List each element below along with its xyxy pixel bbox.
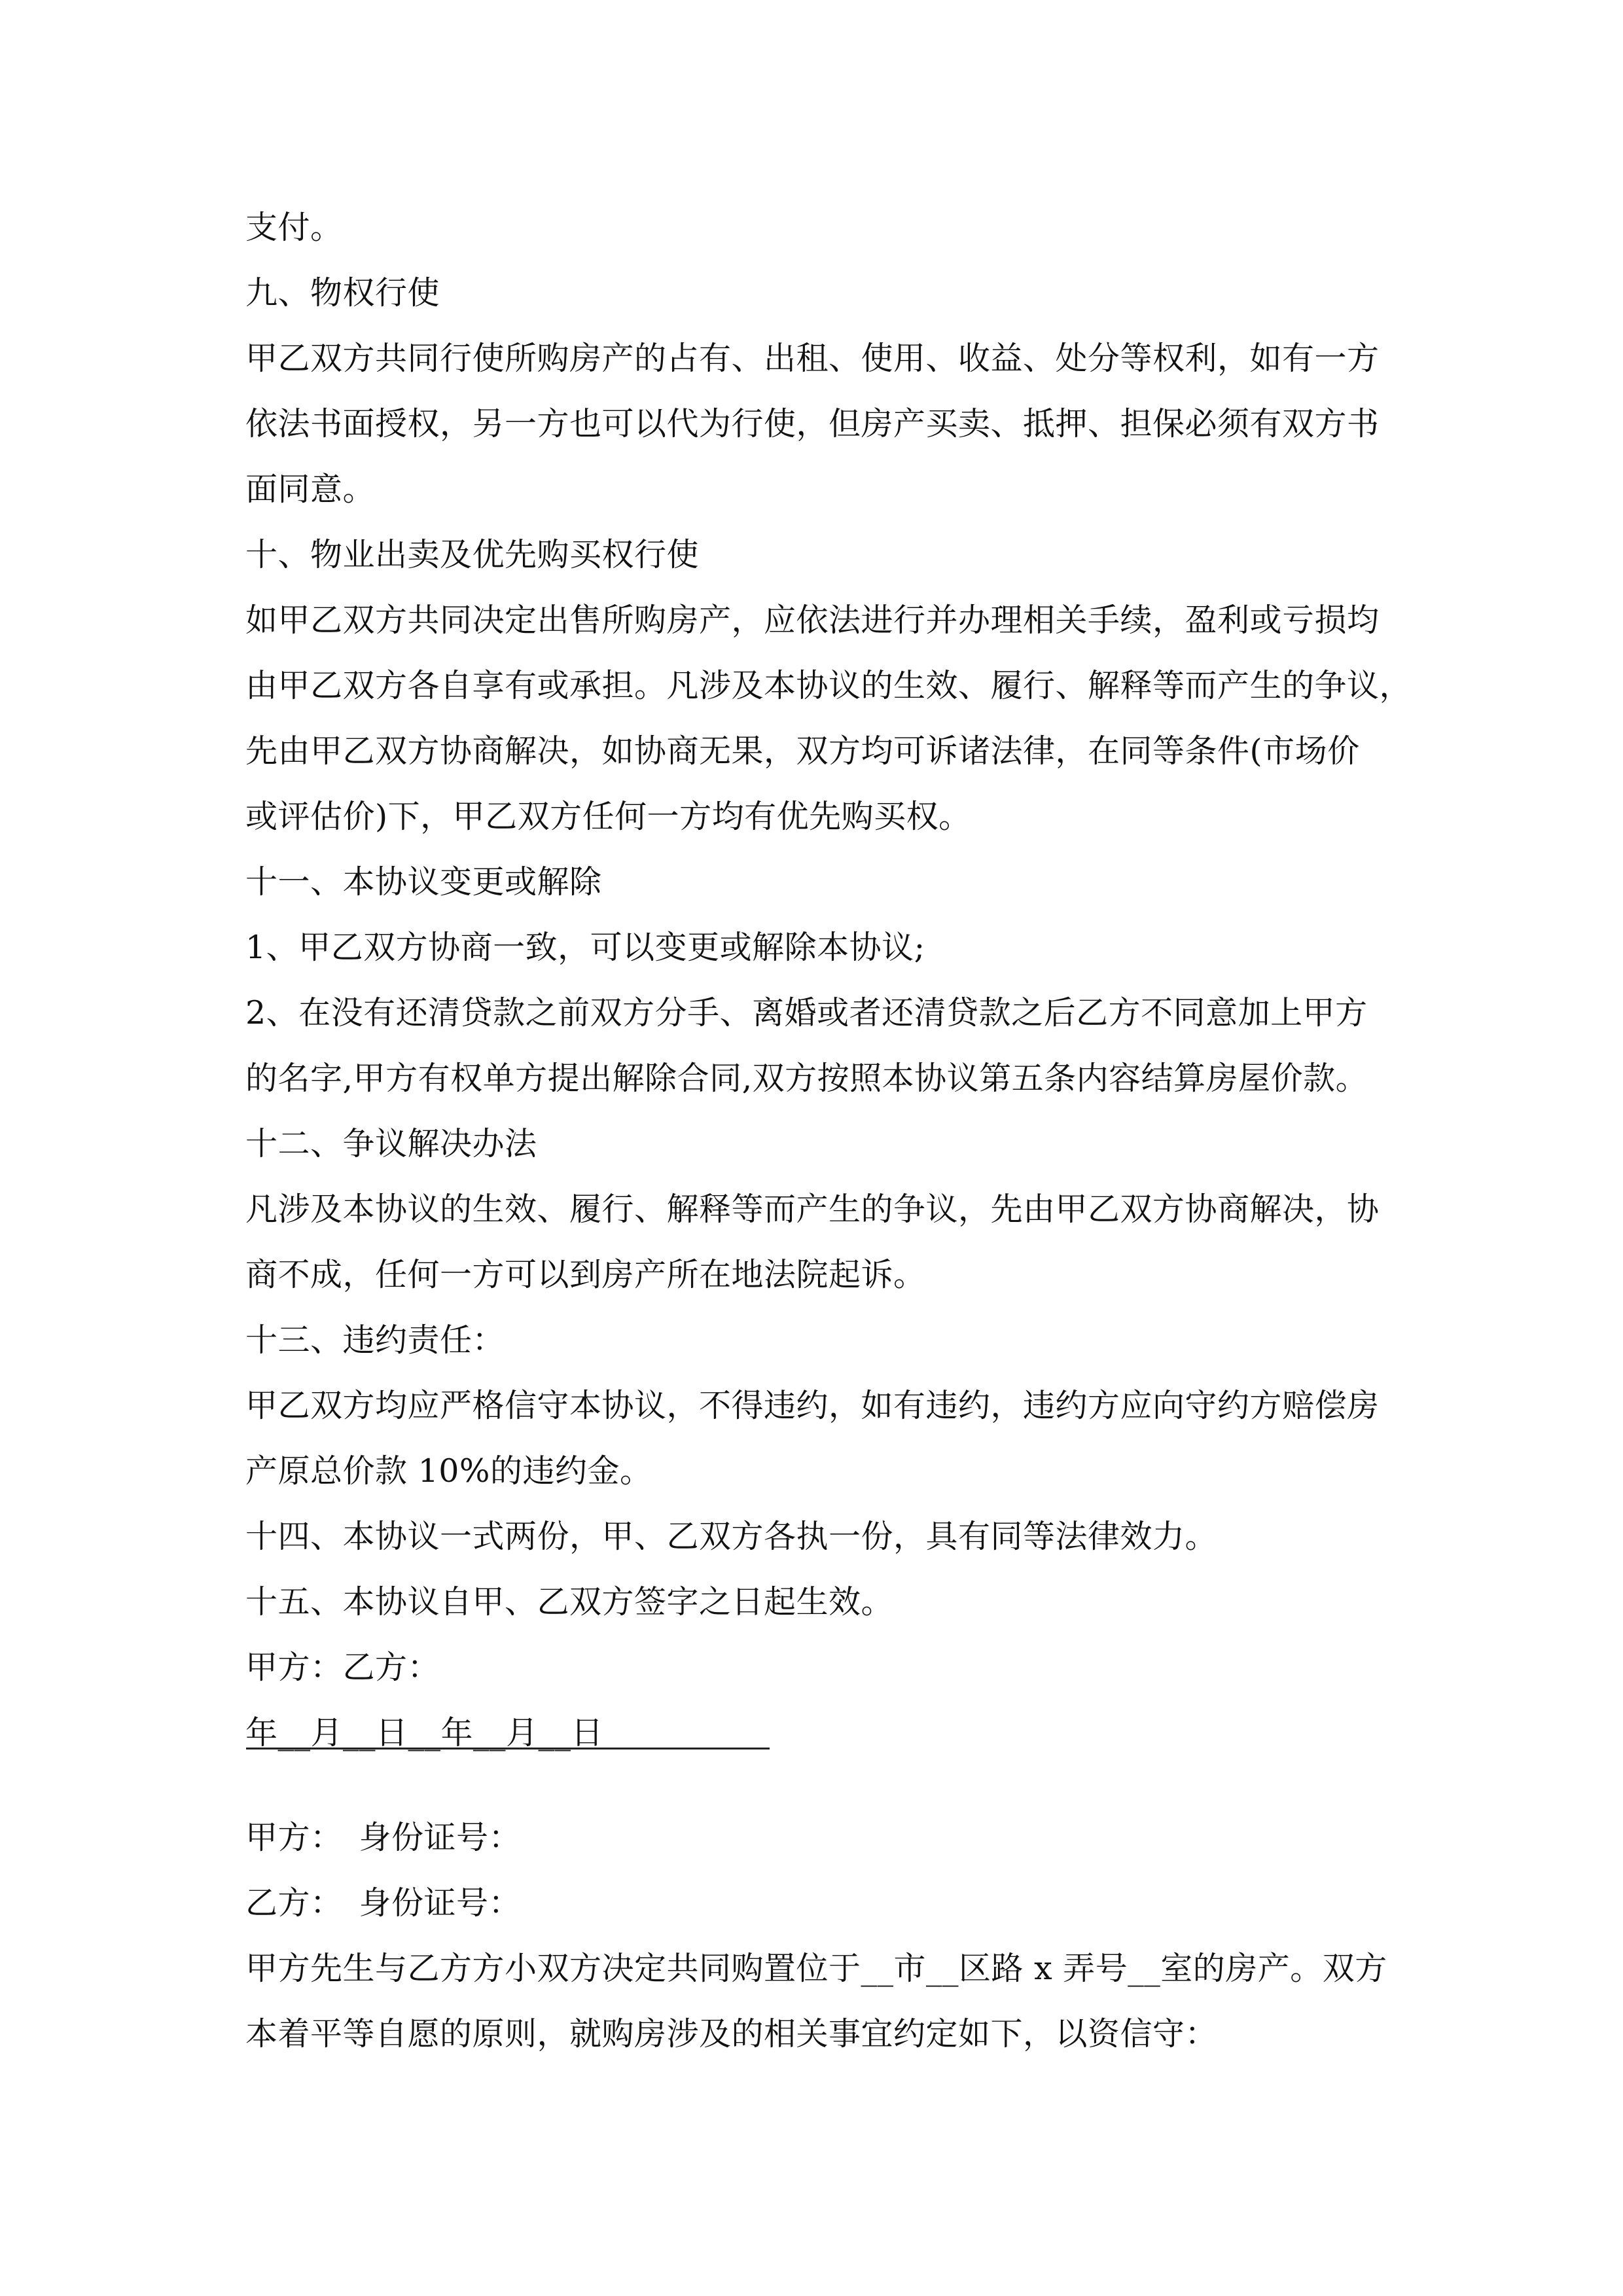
text-line: 先由甲乙双方协商解决，如协商无果，双方均可诉诸法律，在同等条件(市场价 [245, 732, 1360, 770]
text-line: 十五、本协议自甲、乙双方签字之日起生效。 [245, 1583, 894, 1621]
text-line: 由甲乙双方各自享有或承担。凡涉及本协议的生效、履行、解释等而产生的争议， [245, 667, 1412, 704]
text-line: 甲方先生与乙方方小双方决定共同购置位于__市__区路 x 弄号__室的房产。双方 [245, 1950, 1387, 1987]
text-line: 1、甲乙双方协商一致，可以变更或解除本协议; [245, 929, 925, 966]
section-heading: 十一、本协议变更或解除 [245, 863, 602, 901]
text-line: 甲乙双方均应严格信守本协议，不得违约，如有违约，违约方应向守约方赔偿房 [245, 1387, 1380, 1424]
section-heading: 十、物业出卖及优先购买权行使 [245, 536, 700, 573]
signature-line: 甲方：乙方： [245, 1649, 440, 1686]
section-heading: 十三、违约责任： [245, 1321, 505, 1359]
date-line: 年__月__日__年__月__日 [245, 1714, 604, 1751]
section-heading: 十二、争议解决办法 [245, 1125, 537, 1162]
text-line: 面同意。 [245, 471, 376, 508]
party-id-line: 乙方： 身份证号： [245, 1884, 522, 1922]
text-line: 商不成，任何一方可以到房产所在地法院起诉。 [245, 1256, 926, 1293]
text-line: 产原总价款 10%的违约金。 [245, 1452, 652, 1490]
party-id-line: 甲方： 身份证号： [245, 1819, 522, 1856]
text-line: 的名字,甲方有权单方提出解除合同,双方按照本协议第五条内容结算房屋价款。 [245, 1060, 1368, 1097]
text-line: 本着平等自愿的原则，就购房涉及的相关事宜约定如下，以资信守： [245, 2015, 1218, 2053]
text-line: 或评估价)下，甲乙双方任何一方均有优先购买权。 [245, 798, 971, 835]
text-line: 十四、本协议一式两份，甲、乙双方各执一份，具有同等法律效力。 [245, 1518, 1218, 1555]
text-line: 依法书面授权，另一方也可以代为行使，但房产买卖、抵押、担保必须有双方书 [245, 405, 1380, 442]
section-heading: 九、物权行使 [245, 274, 440, 312]
text-line: 甲乙双方共同行使所购房产的占有、出租、使用、收益、处分等权利，如有一方 [245, 340, 1380, 377]
text-line: 凡涉及本协议的生效、履行、解释等而产生的争议，先由甲乙双方协商解决，协 [245, 1191, 1380, 1228]
text-line: 如甲乙双方共同决定出售所购房产，应依法进行并办理相关手续，盈利或亏损均 [245, 601, 1380, 639]
text-line: 支付。 [245, 209, 343, 246]
divider-rule [246, 1748, 770, 1749]
text-line: 2、在没有还清贷款之前双方分手、离婚或者还清贷款之后乙方不同意加上甲方 [245, 994, 1368, 1031]
